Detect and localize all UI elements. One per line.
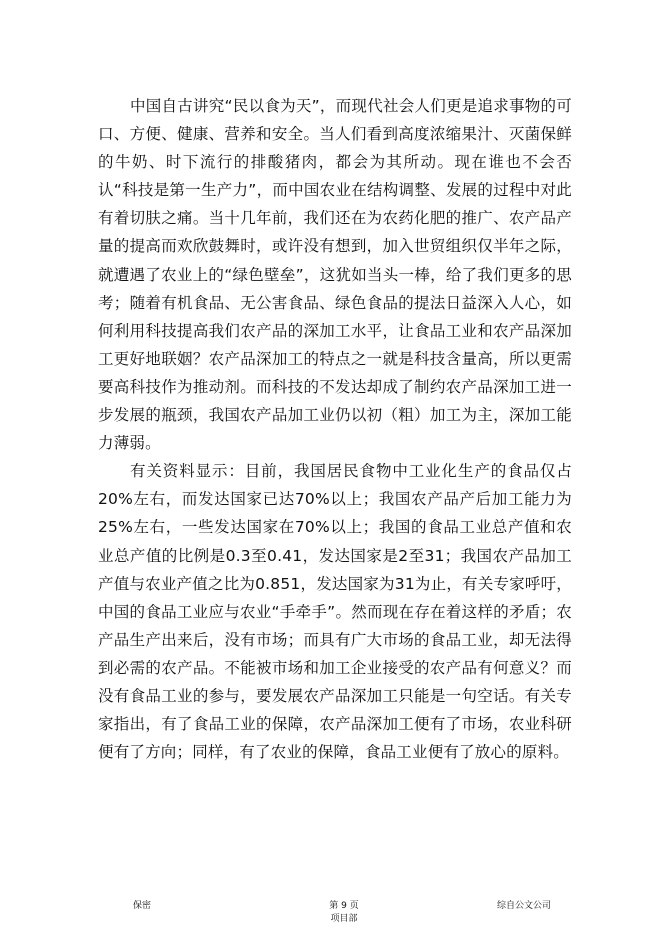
paragraph-2: 有关资料显示：目前，我国居民食物中工业化生产的食品仅占20%左右，而发达国家已达70%以上；我国农产品产后加工能力为25%左右，一些发达国家在70%以上；我国的食品工业总产值和农业总产值的比例是0.3至0.41，发达国家是2至31；我国农产品加工产值与农业产值之比为0.851，发达国家为31为止，有关专家呼吁，中国的食品工业应与农业“手牵手”。然而现在存在着这样的矛盾；农产品生产出来后，没有市场；而具有广大市场的食品工业，却无法得到必需的农产品。不能被市场和加工企业接受的农产品有何意义？而没有食品工业的参与，要发展农产品深加工只能是一句空话。有关专家指出，有了食品工业的保障，农产品深加工便有了市场，农业科研便有了方向；同样，有了农业的保障，食品工业便有了放心的原料。 (98, 462, 572, 762)
footer-page-number: 第 9 页 (329, 901, 359, 911)
footer-confidential-label: 保密 (133, 901, 152, 911)
footer-department: 项目部 (330, 914, 358, 924)
footer-company-name: 综自公文公司 (497, 901, 552, 911)
paragraph-1: 中国自古讲究“民以食为天”，而现代社会人们更是追求事物的可口、方便、健康、营养和安全。当人们看到高度浓缩果汁、灭菌保鲜的牛奶、时下流行的排酸猪肉，都会为其所动。现在谁也不会否认“科技是第一生产力”，而中国农业在结构调整、发展的过程中对此有着切肤之痛。当十几年前，我们还在为农药化肥的推广、农产品产量的提高而欢欣鼓舞时，或许没有想到，加入世贸组织仅半年之际，就遭遇了农业上的“绿色壁垒”，这犹如当头一棒，给了我们更多的思考；随着有机食品、无公害食品、绿色食品的提法日益深入人心，如何利用科技提高我们农产品的深加工水平，让食品工业和农产品深加工更好地联姻？农产品深加工的特点之一就是科技含量高，所以更需要高科技作为推动剂。而科技的不发达却成了制约农产品深加工进一步发展的瓶颈，我国农产品加工业仍以初（粗）加工为主，深加工能力薄弱。 (98, 97, 572, 453)
document-body (98, 92, 572, 766)
